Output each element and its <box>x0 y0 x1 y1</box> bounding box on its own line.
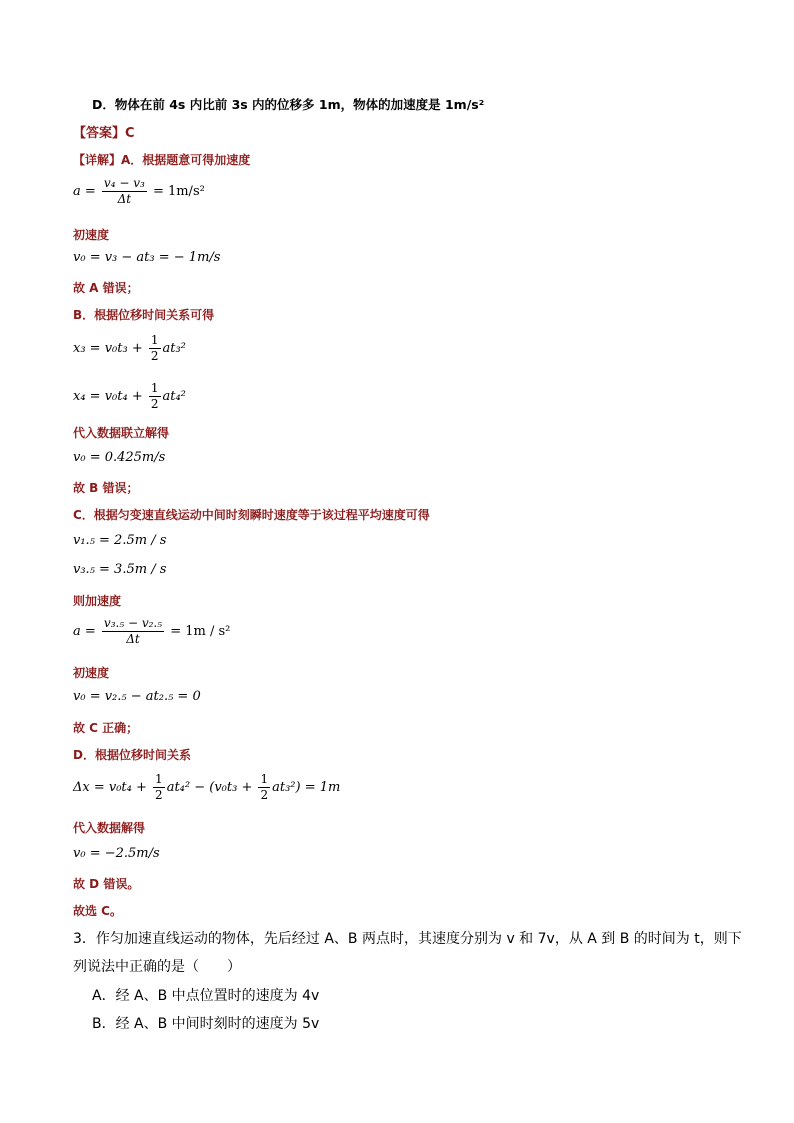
initial-velocity-label-2: 初速度 <box>73 666 110 680</box>
option-d-previous: D．物体在前 4s 内比前 3s 内的位移多 1m，物体的加速度是 1m/s² <box>92 97 485 112</box>
conclusion-c: 故 C 正确； <box>73 721 139 735</box>
equation-delta-x: Δx = v₀t₄ + $\frac{1}{2}$ at₄² − (v₀t₃ + $\frac{1}{2}$ at₃²) = 1m <box>73 772 341 802</box>
solve-label-b: 代入数据联立解得 <box>73 426 170 440</box>
solve-label-d: 代入数据解得 <box>73 821 146 835</box>
question-3-line-2: 列说法中正确的是（ ） <box>73 959 241 975</box>
conclusion-a: 故 A 错误； <box>73 281 139 295</box>
equation-initial-velocity-c: v₀ = v₂.₅ − at₂.₅ = 0 <box>73 689 201 704</box>
equation-acceleration-c: a = $\frac{\text{v₃.₅ − v₂.₅}}{\Delta t}$ = 1m / s² <box>73 616 231 646</box>
detail-a-heading: 【详解】A．根据题意可得加速度 <box>73 153 251 167</box>
equation-x3: x₃ = v₀t₃ + $\frac{1}{2}$ at₃² <box>73 333 186 363</box>
detail-d-heading: D．根据位移时间关系 <box>73 748 191 762</box>
question-3-line-1: 3．作匀加速直线运动的物体，先后经过 A、B 两点时，其速度分别为 v 和 7v，从 A 到 B 的时间为 t，则下 <box>73 931 742 947</box>
equation-initial-velocity-a: v₀ = v₃ − at₃ = − 1m/s <box>73 250 221 265</box>
question-3-option-a: A．经 A、B 中点位置时的速度为 4v <box>92 988 320 1004</box>
equation-v0-d: v₀ = −2.5m/s <box>73 846 160 861</box>
equation-v0-b: v₀ = 0.425m/s <box>73 450 166 465</box>
answer-label: 【答案】C <box>73 126 135 141</box>
equation-acceleration-a: a = $\frac{\text{v₄ − v₃}}{\Delta t}$ = 1m/s² <box>73 176 205 206</box>
equation-v35: v₃.₅ = 3.5m / s <box>73 562 167 577</box>
detail-c-heading: C．根据匀变速直线运动中间时刻瞬时速度等于该过程平均速度可得 <box>73 508 430 522</box>
detail-b-heading: B．根据位移时间关系可得 <box>73 308 215 322</box>
question-3-option-b: B．经 A、B 中间时刻时的速度为 5v <box>92 1016 320 1032</box>
initial-velocity-label-1: 初速度 <box>73 228 110 242</box>
conclusion-d: 故 D 错误。 <box>73 877 140 891</box>
conclusion-b: 故 B 错误； <box>73 481 139 495</box>
then-acceleration-label: 则加速度 <box>73 594 122 608</box>
equation-v15: v₁.₅ = 2.5m / s <box>73 533 167 548</box>
equation-x4: x₄ = v₀t₄ + $\frac{1}{2}$ at₄² <box>73 381 186 411</box>
final-choice: 故选 C。 <box>73 904 122 918</box>
